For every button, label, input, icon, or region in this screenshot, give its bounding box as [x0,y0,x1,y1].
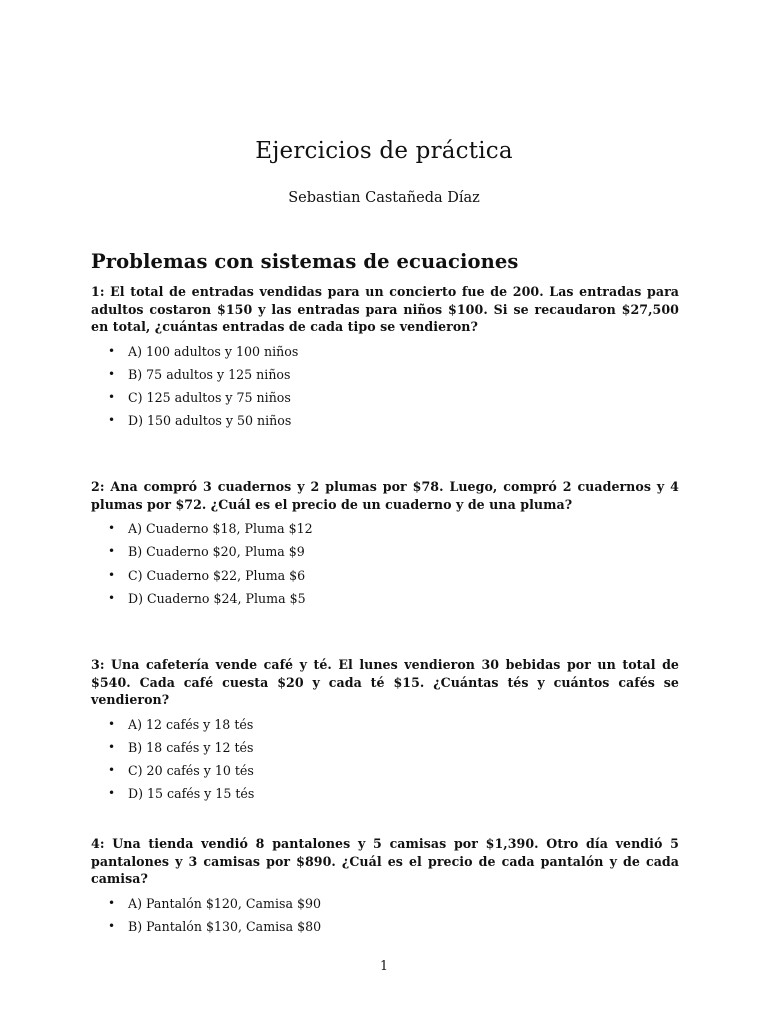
option-label: B) Cuaderno $20, Pluma $9 [128,544,305,560]
problem-4-option-b [91,919,679,934]
problem-2-option-d [91,591,679,606]
problem-4-option-a [91,896,679,911]
problem-4 [91,835,679,942]
section-title: Problemas con sistemas de ecuaciones [91,250,519,273]
problem-4-statement: 4: Una tienda vendió 8 pantalones y 5 camisas por $1,390. Otro día vendió 5 pantalones y 3 camisas por $890. ¿Cuál es el precio de cada pantalón y de cada camisa? [91,836,679,886]
problem-3-option-d [91,786,679,801]
bullet-icon: • [108,343,116,358]
problem-1-option-d [91,413,679,428]
option-label: C) 125 adultos y 75 niños [128,390,291,406]
option-label: D) 15 cafés y 15 tés [128,786,255,802]
problem-3-statement: 3: Una cafetería vende café y té. El lunes vendieron 30 bebidas por un total de $540. Cada café cuesta $20 y cada té $15. ¿Cuántas tés y cuántos cafés se vendieron? [91,657,679,707]
problem-3 [91,656,679,810]
option-label: D) Cuaderno $24, Pluma $5 [128,590,306,606]
problem-2-option-c [91,568,679,583]
problem-1-option-a [91,344,679,359]
bullet-icon: • [108,716,116,731]
bullet-icon: • [108,918,116,933]
bullet-icon: • [108,544,116,559]
bullet-icon: • [108,786,116,801]
option-label: A) 12 cafés y 18 tés [128,716,254,732]
option-label: C) 20 cafés y 10 tés [128,763,254,779]
bullet-icon: • [108,895,116,910]
problem-3-option-b [91,740,679,755]
problem-2-statement: 2: Ana compró 3 cuadernos y 2 plumas por $78. Luego, compró 2 cuadernos y 4 plumas por $72. ¿Cuál es el precio de un cuaderno y de una pluma? [91,479,679,512]
problem-1 [91,283,679,437]
problem-1-options [91,344,679,429]
problem-2-option-b [91,544,679,559]
option-label: B) Pantalón $130, Camisa $80 [128,918,322,934]
option-label: B) 75 adultos y 125 niños [128,366,291,382]
document-author: Sebastian Castañeda Díaz [288,190,480,206]
bullet-icon: • [108,763,116,778]
problem-1-option-c [91,390,679,405]
bullet-icon: • [108,366,116,381]
bullet-icon: • [108,521,116,535]
bullet-icon: • [108,567,116,582]
problem-2 [91,478,679,614]
option-label: B) 18 cafés y 12 tés [128,739,254,755]
bullet-icon: • [108,390,116,405]
problem-2-options [91,521,679,606]
document-title: Ejercicios de práctica [255,138,513,164]
problem-4-options [91,896,679,934]
bullet-icon: • [108,413,116,428]
option-label: C) Cuaderno $22, Pluma $6 [128,567,306,583]
problem-1-option-b [91,367,679,382]
page-number: 1 [379,958,388,973]
option-label: D) 150 adultos y 50 niños [128,413,292,429]
bullet-icon: • [108,739,116,754]
problem-3-option-c [91,763,679,778]
problem-3-options [91,717,679,802]
option-label: A) Cuaderno $18, Pluma $12 [128,521,313,536]
option-label: A) 100 adultos y 100 niños [128,343,299,359]
problem-3-option-a [91,717,679,732]
problem-2-option-a [91,521,679,536]
problem-1-statement: 1: El total de entradas vendidas para un concierto fue de 200. Las entradas para adultos costaron $150 y las entradas para niños $100. Si se recaudaron $27,500 en total, ¿cuántas entradas de cada tipo se vendieron? [91,284,679,334]
option-label: A) Pantalón $120, Camisa $90 [128,895,322,911]
bullet-icon: • [108,590,116,605]
